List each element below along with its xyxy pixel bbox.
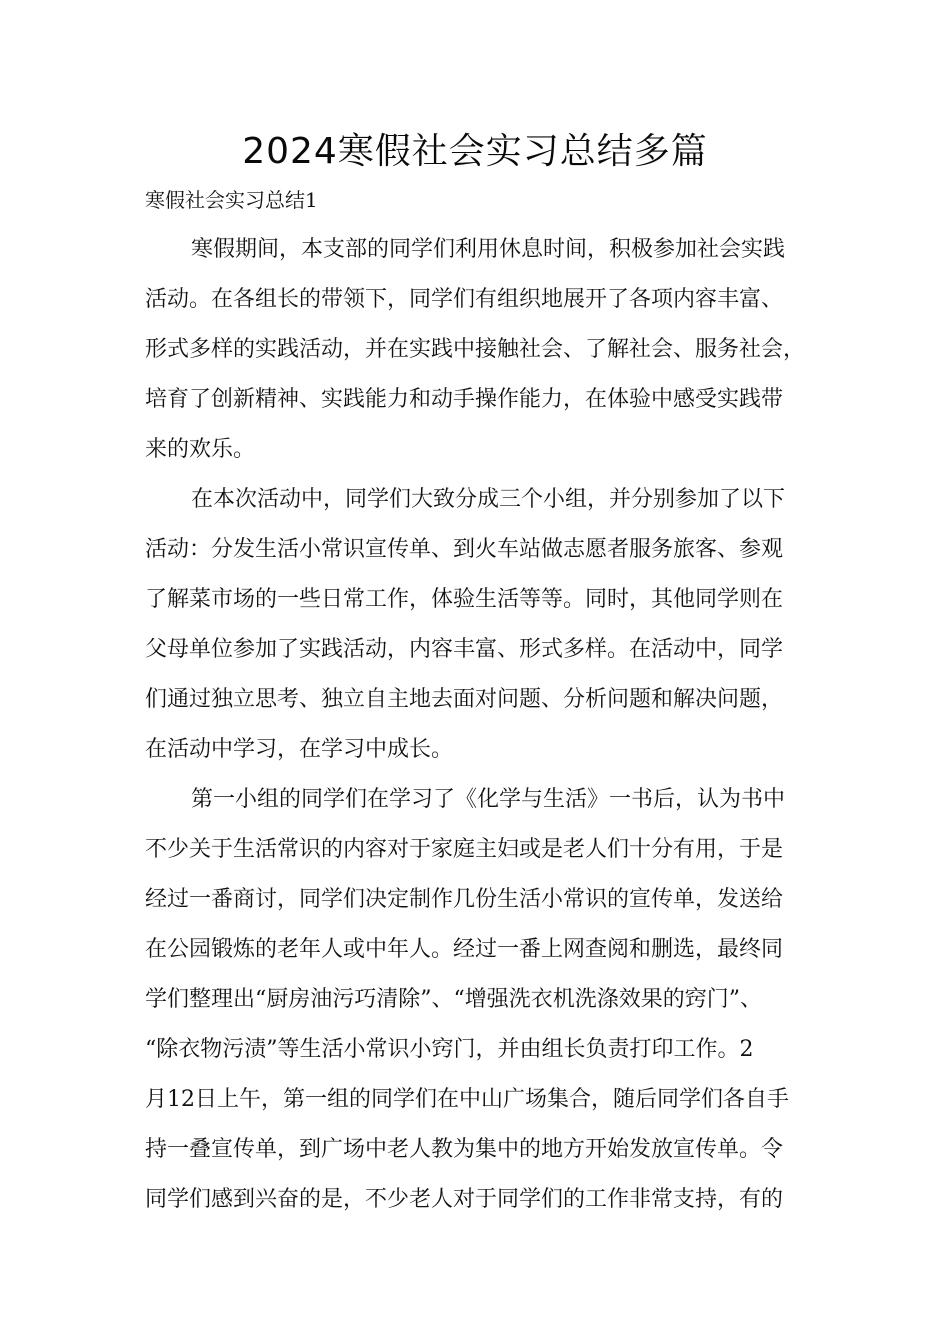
paragraph-3-line-4: 在公园锻炼的老年人或中年人。经过一番上网查阅和删选，最终同: [145, 937, 784, 962]
paragraph-2-line-2: 活动：分发生活小常识宣传单、到火车站做志愿者服务旅客、参观: [145, 537, 784, 562]
paragraph-2-line-3: 了解菜市场的一些日常工作，体验生活等等。同时，其他同学则在: [145, 587, 784, 612]
paragraph-3-line-2: 不少关于生活常识的内容对于家庭主妇或是老人们十分有用，于是: [145, 837, 784, 862]
paragraph-3-line-7: 月12日上午，第一组的同学们在中山广场集合，随后同学们各自手: [145, 1087, 789, 1112]
paragraph-3-line-9: 同学们感到兴奋的是，不少老人对于同学们的工作非常支持，有的: [145, 1187, 784, 1212]
paragraph-3-line-1: 第一小组的同学们在学习了《化学与生活》一书后，认为书中: [191, 787, 786, 812]
paragraph-1-line-1: 寒假期间，本支部的同学们利用休息时间，积极参加社会实践: [191, 237, 786, 262]
paragraph-2-line-4: 父母单位参加了实践活动，内容丰富、形式多样。在活动中，同学: [145, 637, 784, 662]
paragraph-3-line-6: “除衣物污渍”等生活小常识小窍门，并由组长负责打印工作。2: [145, 1037, 754, 1062]
paragraph-2-line-5: 们通过独立思考、独立自主地去面对问题、分析问题和解决问题，: [145, 687, 784, 712]
paragraph-1-line-4: 培育了创新精神、实践能力和动手操作能力，在体验中感受实践带: [145, 387, 784, 412]
paragraph-1-line-3: 形式多样的实践活动，并在实践中接触社会、了解社会、服务社会，: [145, 337, 806, 362]
paragraph-3-line-3: 经过一番商讨，同学们决定制作几份生活小常识的宣传单，发送给: [145, 887, 784, 912]
paragraph-2-line-6: 在活动中学习，在学习中成长。: [145, 737, 454, 762]
paragraph-1-line-2: 活动。在各组长的带领下，同学们有组织地展开了各项内容丰富、: [145, 287, 784, 312]
paragraph-3-line-8: 持一叠宣传单，到广场中老人教为集中的地方开始发放宣传单。令: [145, 1137, 784, 1162]
paragraph-1-line-5: 来的欢乐。: [145, 437, 256, 462]
document-title: 2024寒假社会实习总结多篇: [242, 131, 708, 172]
paragraph-3-line-5: 学们整理出“厨房油污巧清除”、“增强洗衣机洗涤效果的窍门”、: [145, 987, 762, 1012]
section-heading: 寒假社会实习总结1: [145, 188, 318, 212]
paragraph-2-line-1: 在本次活动中，同学们大致分成三个小组，并分别参加了以下: [191, 487, 786, 512]
